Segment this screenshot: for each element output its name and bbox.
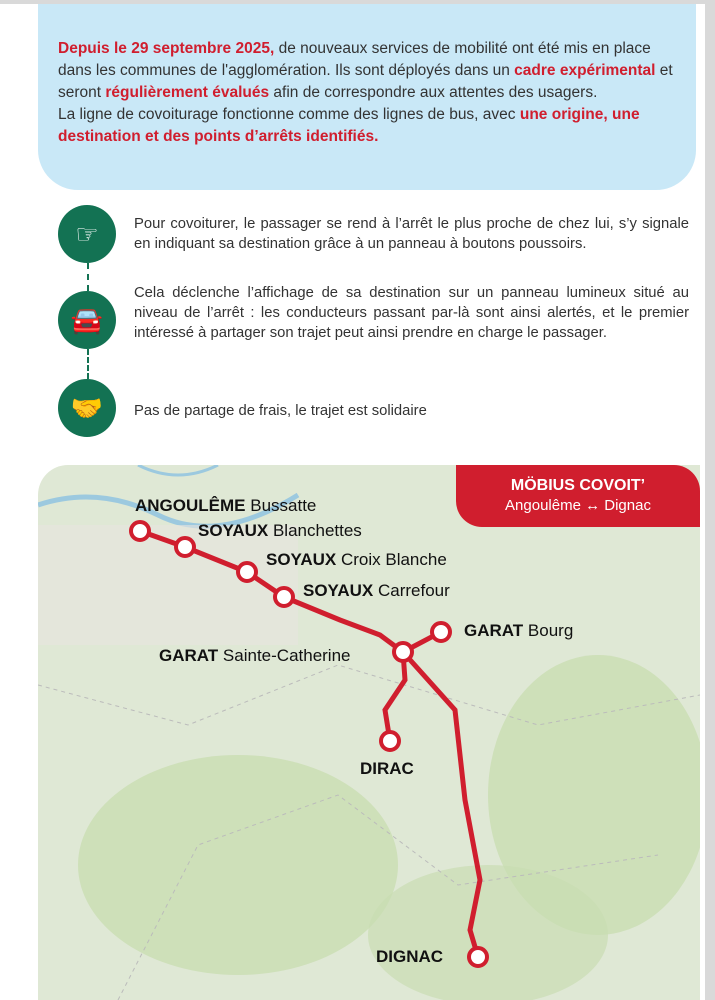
intro-text: et seront [58,62,673,101]
line-subtitle: Angoulême ↔ Dignac [505,497,651,514]
connector-line [87,349,89,379]
stop-marker [131,522,149,540]
stop-name: Blanchettes [272,521,362,540]
stop-label [266,550,447,570]
intro-highlight: régulièrement évalués [105,84,270,101]
car-check-icon: 🚘 [58,291,116,349]
stop-marker [275,588,293,606]
stop-name: Croix Blanche [340,550,447,569]
stop-name: Sainte-Catherine [222,646,351,665]
stop-marker [238,563,256,581]
page-edge [705,0,715,1000]
stop-town: GARAT [159,646,219,665]
step-text: Pas de partage de frais, le trajet est solidaire [134,403,427,419]
line-badge [456,465,700,527]
intro-text: La ligne de covoiturage fonctionne comme des lignes de bus, avec [58,106,520,123]
stop-label [198,521,362,541]
stop-label [303,581,450,601]
stop-label [159,646,351,666]
stop-town: ANGOULÊME [135,496,246,515]
map-background [38,465,700,1000]
step-text: Cela déclenche l’affichage de sa destination sur un panneau lumineux situé au niveau de l’arrêt : les conducteurs passant par-là sont ainsi alertés, et le premier intéressé à partager son trajet peut ainsi prendre en charge le passager. [134,285,689,341]
stop-marker [432,623,450,641]
intro-text: de nouveaux services de mobilité ont été mis en place dans les communes de l'agglomération. Ils sont déployés dans un [58,40,651,79]
step-item [58,379,689,437]
stop-marker [381,732,399,750]
step-item [58,285,689,349]
stop-label [464,621,573,641]
stop-label [376,947,443,967]
stop-marker [394,643,412,661]
route-map [38,465,700,1000]
stop-town: GARAT [464,621,524,640]
stop-town: SOYAUX [198,521,269,540]
handshake-icon: 🤝 [58,379,116,437]
stop-town: DIRAC [360,759,414,778]
intro-highlight: une origine, une destination et des points d’arrêts identifiés. [58,106,640,145]
connector-line [87,263,89,291]
hand-pointing-icon: ☞ [58,205,116,263]
stop-town: DIGNAC [376,947,444,966]
stop-marker [176,538,194,556]
stop-label [360,759,414,779]
step-text: Pour covoiturer, le passager se rend à l’arrêt le plus proche de chez lui, s’y signale en indiquant sa destination grâce à un panneau à boutons poussoirs. [134,216,689,252]
intro-date: Depuis le 29 septembre 2025, [58,40,275,57]
line-title: MÖBIUS COVOIT’ [510,477,646,494]
intro-text: afin de correspondre aux attentes des usagers. [269,84,598,101]
stop-name: Bussatte [250,496,317,515]
intro-highlight: cadre expérimental [514,62,656,79]
stop-label [135,496,316,516]
step-item [58,205,689,263]
stop-town: SOYAUX [266,550,337,569]
stop-town: SOYAUX [303,581,374,600]
stop-name: Carrefour [377,581,450,600]
stop-marker [469,948,487,966]
stop-name: Bourg [527,621,574,640]
intro-box [38,4,696,190]
